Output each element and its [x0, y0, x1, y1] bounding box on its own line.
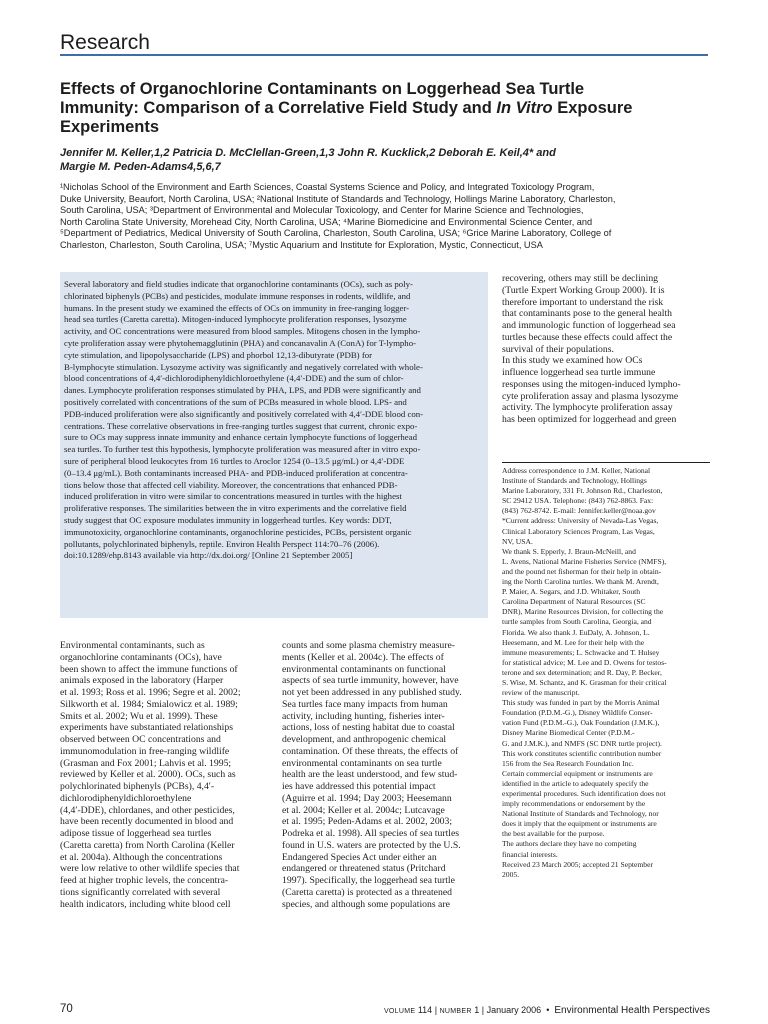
- body-line: health are the least understood, and few stud-: [282, 769, 458, 781]
- body-line: et al. 1995; Peden-Adams et al. 2002, 2003;: [282, 816, 453, 828]
- abstract-line: sure to OCs may suppress innate immunity and enhance certain lymphocyte functions of loggerhead: [64, 432, 418, 443]
- abstract-line: head sea turtles (Caretta caretta). Mitogen-induced lymphocyte proliferation responses, lysozyme: [64, 314, 407, 325]
- article-title: [60, 80, 710, 137]
- author-line-1: Jennifer M. Keller,1,2 Patricia D. McClellan-Green,1,3 John R. Kucklick,2 Deborah E. Keil,4* and: [60, 147, 556, 159]
- body-line: immunomodulation in free-ranging wildlife: [60, 745, 230, 757]
- body-line: activity, including hunting, fisheries inter-: [282, 710, 445, 722]
- body-line: organochlorine contaminants (OCs), have: [60, 651, 222, 663]
- body-line: therefore important to understand the risk: [502, 296, 664, 308]
- body-line: environmental contaminants on functional: [282, 663, 446, 675]
- body-line: Smits et al. 2002; Wu et al. 1999). These: [60, 710, 218, 722]
- note-line: immune measurements; L. Schwacke and T. Hulsey: [502, 647, 660, 657]
- body-line: (4,4′-DDE), chlordanes, and other pesticides,: [60, 804, 235, 816]
- abstract-line: PDB-induced proliferation were also significantly and positively correlated with 4,4′-DDE blood con-: [64, 408, 424, 419]
- body-line: In this study we examined how OCs: [502, 355, 643, 367]
- note-line: 156 from the Sea Research Foundation Inc.: [502, 758, 634, 768]
- body-line: (Turtle Expert Working Group 2000). It is: [502, 284, 665, 296]
- body-line: Environmental contaminants, such as: [60, 640, 205, 651]
- abstract-line: sea turtles. To further test this hypothesis, lymphocyte proliferation was measured after in vitro expo-: [64, 444, 421, 455]
- abstract-line: chlorinated biphenyls (PCBs) and pesticides, modulate immune responses in rodents, wildlife, and: [64, 290, 411, 301]
- abstract-line: humans. In the present study we examined the effects of OCs on immunity in free-ranging logger-: [64, 302, 410, 313]
- abstract-line: cyte stimulation, and lipopolysaccharide (LPS) and phorbol 12,13-dibutyrate (PDB) for: [64, 349, 373, 360]
- note-line: vation Fund (P.D.M.-G.), Oak Foundation (J.M.K.),: [502, 718, 660, 728]
- abstract-line: danes. Lymphocyte proliferation responses stimulated by PHA, LPS, and PDB were significantly and: [64, 385, 421, 396]
- note-line: Received 23 March 2005; accepted 21 September: [502, 859, 653, 869]
- footer-bullet: •: [543, 1005, 552, 1015]
- body-line: ies have addressed this potential impact: [282, 781, 436, 792]
- note-line: L. Avens, National Marine Fisheries Service (NMFS),: [502, 556, 667, 566]
- issue-number: 1: [474, 1005, 480, 1015]
- body-line: feed at higher trophic levels, the concentra-: [60, 875, 229, 886]
- body-line: polychlorinated biphenyls (PCBs), 4,4′-: [60, 781, 215, 792]
- body-line: survival of their populations.: [502, 343, 614, 355]
- running-footer: [384, 1005, 710, 1016]
- title-line-2b: In Vitro: [496, 99, 553, 117]
- body-line: tions significantly correlated with several: [60, 886, 221, 898]
- note-line: Institute of Standards and Technology, Hollings: [502, 476, 647, 486]
- note-line: does it imply that the equipment or instruments are: [502, 819, 657, 829]
- body-line: observed between OC concentrations and: [60, 734, 221, 745]
- note-line: NV, USA.: [502, 536, 533, 546]
- note-line: for statistical advice; M. Lee and D. Owens for testos-: [502, 657, 667, 667]
- note-line: Foundation (P.D.M.-G.), Disney Wildlife Conser-: [502, 708, 653, 718]
- affiliation-line: ¹Nicholas School of the Environment and Earth Sciences, Coastal Systems Science and Policy, and Integrated Toxicology Program,: [60, 182, 595, 192]
- correspondence-rule: [502, 462, 710, 463]
- note-line: Marine Laboratory, 331 Ft. Johnson Rd., Charleston,: [502, 486, 663, 496]
- affiliation-line: ⁵Department of Pediatrics, Medical University of South Carolina, Charleston, South Carolina, USA; ⁶Grice Marine Laboratory, College of: [60, 228, 612, 239]
- body-line: (Grasman and Fox 2001; Lahvis et al. 1995;: [60, 757, 232, 769]
- note-line: imply recommendations or endorsement by the: [502, 799, 646, 809]
- author-line-2: Margie M. Peden-Adams4,5,6,7: [60, 160, 221, 173]
- body-line: Podreka et al. 1998). All species of sea turtles: [282, 828, 460, 839]
- abstract: [64, 279, 484, 562]
- issue-date: January 2006: [486, 1005, 542, 1015]
- note-line: *Current address: University of Nevada-Las Vegas,: [502, 516, 659, 526]
- affiliation-line: North Carolina State University, Morehead City, North Carolina, USA; ⁴Marine Biomedicine and Environmental Science Center, and: [60, 216, 593, 227]
- abstract-line: cyte proliferation assay were phytohemagglutinin (PHA) and concanavalin A (ConA) for T-lympho-: [64, 337, 417, 348]
- body-line: 1997). Specifically, the loggerhead sea turtle: [282, 875, 455, 886]
- abstract-line: centrations. These correlative observations in free-ranging turtles suggest that current, chronic expo-: [64, 420, 418, 431]
- body-line: dichlorodiphenyldichloroethylene: [60, 792, 192, 804]
- note-line: SC 29412 USA. Telephone: (843) 762-8863. Fax:: [502, 496, 654, 506]
- title-line-2c: Exposure: [552, 99, 633, 117]
- note-line: Carolina Department of Natural Resources (SC: [502, 597, 646, 607]
- body-line: adipose tissue of loggerhead sea turtles: [60, 828, 212, 839]
- note-line: and the pound net fisherman for their help in obtain-: [502, 566, 662, 576]
- abstract-line: B-lymphocyte stimulation. Lysozyme activity was significantly and negatively correlated with whole-: [64, 361, 423, 372]
- note-line: identified in the article to adequately specify the: [502, 778, 649, 788]
- abstract-line: tions below those that affected cell viability. Moreover, the concentrations that enhanced PDB-: [64, 479, 398, 490]
- abstract-line: study suggest that OC exposure modulates immunity in loggerhead turtles. Key words: DDT,: [64, 514, 392, 525]
- body-line: activity. The lymphocyte proliferation assay: [502, 402, 673, 414]
- body-line: not yet been addressed in any published study.: [282, 687, 462, 698]
- abstract-line: doi:10.1289/ehp.8143 available via http://dx.doi.org/ [Online 21 September 2005]: [64, 550, 353, 561]
- body-line: Sea turtles face many impacts from human: [282, 698, 448, 710]
- body-line: environmental contaminants on sea turtle: [282, 757, 442, 769]
- abstract-line: immunotoxicity, organochlorine contaminants, organochlorine pesticides, PCBs, persistent organic: [64, 526, 412, 537]
- abstract-line: Several laboratory and field studies indicate that organochlorine contaminants (OCs), such as poly-: [64, 279, 413, 289]
- body-line: been shown to affect the immune functions of: [60, 663, 238, 675]
- number-label: NUMBER: [439, 1008, 472, 1015]
- note-line: National Institute of Standards and Technology, nor: [502, 809, 659, 819]
- body-column-2: [282, 640, 492, 910]
- body-line: ments (Keller et al. 2004c). The effects of: [282, 651, 444, 663]
- note-line: The authors declare they have no competing: [502, 839, 637, 849]
- body-line: responses using the mitogen-induced lympho-: [502, 378, 681, 390]
- body-line: health indicators, including white blood cell: [60, 898, 231, 910]
- note-line: Certain commercial equipment or instruments are: [502, 768, 653, 778]
- body-line: (Aguirre et al. 1994; Day 2003; Heesemann: [282, 792, 452, 804]
- body-line: and immunologic function of loggerhead sea: [502, 320, 676, 331]
- note-line: P. Maier, A. Segars, and J.D. Whitaker, South: [502, 587, 641, 597]
- note-line: the best available for the purpose.: [502, 829, 605, 839]
- body-line: have been recently documented in blood and: [60, 816, 234, 828]
- abstract-line: activity, and OC concentrations were measured from blood samples. Mitogens chosen in the lympho-: [64, 326, 421, 337]
- body-line: development, and anthropogenic chemical: [282, 734, 447, 745]
- body-line: animals exposed in the laboratory (Harper: [60, 675, 224, 687]
- abstract-line: proliferative responses. The similarities between the in vitro experiments and the correlative field: [64, 503, 407, 514]
- note-line: turtle samples from South Carolina, Georgia, and: [502, 617, 652, 627]
- note-line: We thank S. Epperly, J. Braun-McNeill, and: [502, 546, 636, 556]
- body-line: found in U.S. waters are protected by the U.S.: [282, 839, 461, 851]
- note-line: Heesemann, and M. Lee for their help with the: [502, 637, 645, 647]
- body-line: Endangered Species Act under either an: [282, 851, 437, 863]
- body-line: contamination. Of these threats, the effects of: [282, 745, 459, 757]
- note-line: financial interests.: [502, 849, 558, 859]
- note-line: review of the manuscript.: [502, 688, 580, 698]
- author-list: [60, 147, 700, 174]
- affiliation-line: South Carolina, USA; ³Department of Environmental and Molecular Toxicology, and Center for Marine Science and Technologies,: [60, 205, 584, 216]
- affiliation-line: Duke University, Beaufort, North Carolina, USA; ²National Institute of Standards and Technology, Hollings Marine Laboratory, Charleston,: [60, 193, 616, 204]
- note-line: S. Wise, M. Schantz, and K. Grasman for their critical: [502, 677, 667, 687]
- body-line: et al. 2004; Keller et al. 2004c; Lutcavage: [282, 804, 445, 816]
- note-line: DNR), Marine Resources Division, for collecting the: [502, 607, 664, 617]
- affiliation-line: Charleston, Charleston, South Carolina, USA; ⁷Mystic Aquarium and Institute for Exploration, Mystic, Connecticut, USA: [60, 239, 543, 250]
- abstract-line: positively correlated with concentrations of the sum of PCBs measured in whole blood. LPS- and: [64, 396, 407, 407]
- note-line: Clinical Laboratory Sciences Program, Las Vegas,: [502, 526, 655, 536]
- title-line-1: Effects of Organochlorine Contaminants on Loggerhead Sea Turtle: [60, 80, 585, 98]
- body-line: et al. 2004a). Although the concentrations: [60, 851, 223, 863]
- footer-separator: |: [434, 1005, 438, 1015]
- title-line-3: Experiments: [60, 118, 160, 136]
- body-line: aspects of sea turtle immunity, however, have: [282, 675, 459, 687]
- body-line: that contaminants pose to the general health: [502, 308, 673, 320]
- body-line: et al. 1993; Ross et al. 1996; Segre et al. 2002;: [60, 687, 241, 698]
- note-line: Florida. We also thank J. EuDaly, A. Johnson, L.: [502, 627, 650, 637]
- abstract-line: sure of peripheral blood leukocytes from 16 turtles to Aroclor 1254 (0–13.5 μg/mL) or 4,4′-DDE: [64, 455, 405, 466]
- body-line: cyte proliferation assay and plasma lysozyme: [502, 390, 679, 402]
- journal-name: Environmental Health Perspectives: [554, 1005, 710, 1016]
- body-column-1: [60, 640, 270, 910]
- body-line: endangered or threatened status (Pritchard: [282, 863, 446, 875]
- note-line: This study was funded in part by the Morris Animal: [502, 698, 660, 708]
- note-line: terone and sex determination; and R. Day, P. Becker,: [502, 667, 662, 677]
- note-line: (843) 762-8742. E-mail: Jennifer.keller@noaa.gov: [502, 506, 656, 516]
- body-line: influence loggerhead sea turtle immune: [502, 367, 656, 378]
- body-line: reviewed by Keller et al. 2000). OCs, such as: [60, 769, 236, 781]
- volume-label: VOLUME: [383, 1008, 416, 1015]
- abstract-line: blood concentrations of 4,4′-dichlorodiphenyldichloroethylene (4,4′-DDE) and the sum of chlor-: [64, 373, 404, 384]
- abstract-line: (0–13.4 μg/mL). Both contaminants increased PHA- and PDB-induced proliferation at concentra-: [64, 467, 408, 478]
- body-line: actions, loss of nesting habitat due to coastal: [282, 722, 455, 734]
- section-rule: [60, 54, 708, 56]
- body-line: recovering, others may still be declining: [502, 273, 659, 284]
- page-number: 70: [60, 1003, 73, 1015]
- body-line: counts and some plasma chemistry measure-: [282, 640, 455, 651]
- affiliations: [60, 182, 710, 252]
- body-line: has been optimized for loggerhead and green: [502, 414, 677, 425]
- body-line: (Caretta caretta) is protected as a threatened: [282, 886, 452, 898]
- section-label: Research: [60, 31, 150, 54]
- body-line: experiments have substantiated relationships: [60, 722, 233, 734]
- note-line: experimental procedures. Such identification does not: [502, 789, 666, 798]
- footer-separator: |: [481, 1005, 485, 1015]
- volume-number: 114: [417, 1005, 433, 1015]
- note-line: Disney Marine Biomedical Center (P.D.M.-: [502, 728, 635, 738]
- body-line: were low relative to other wildlife species that: [60, 863, 240, 875]
- abstract-line: pollutants, polychlorinated biphenyls, reptile. Environ Health Perspect 114:70–76 (2006).: [64, 538, 380, 549]
- body-line: turtles because these effects could affect the: [502, 331, 673, 343]
- body-line: (Caretta caretta) from North Carolina (Keller: [60, 839, 235, 851]
- body-column-3: [502, 273, 710, 426]
- body-line: species, and although some populations are: [282, 898, 450, 910]
- note-line: G. and J.M.K.), and NMFS (SC DNR turtle project).: [502, 738, 662, 748]
- abstract-line: induced proliferation in vitro were similar to concentrations measured in turtles with the highest: [64, 491, 402, 502]
- body-line: Silkworth et al. 1984; Smialowicz et al. 1989;: [60, 698, 238, 710]
- note-line: ing the North Carolina turtles. We thank M. Arendt,: [502, 577, 659, 587]
- title-line-2a: Immunity: Comparison of a Correlative Field Study and: [60, 99, 497, 117]
- note-line: Address correspondence to J.M. Keller, National: [502, 466, 651, 475]
- correspondence-notes: [502, 466, 710, 880]
- note-line: 2005.: [502, 869, 520, 879]
- note-line: This work constitutes scientific contribution number: [502, 748, 662, 758]
